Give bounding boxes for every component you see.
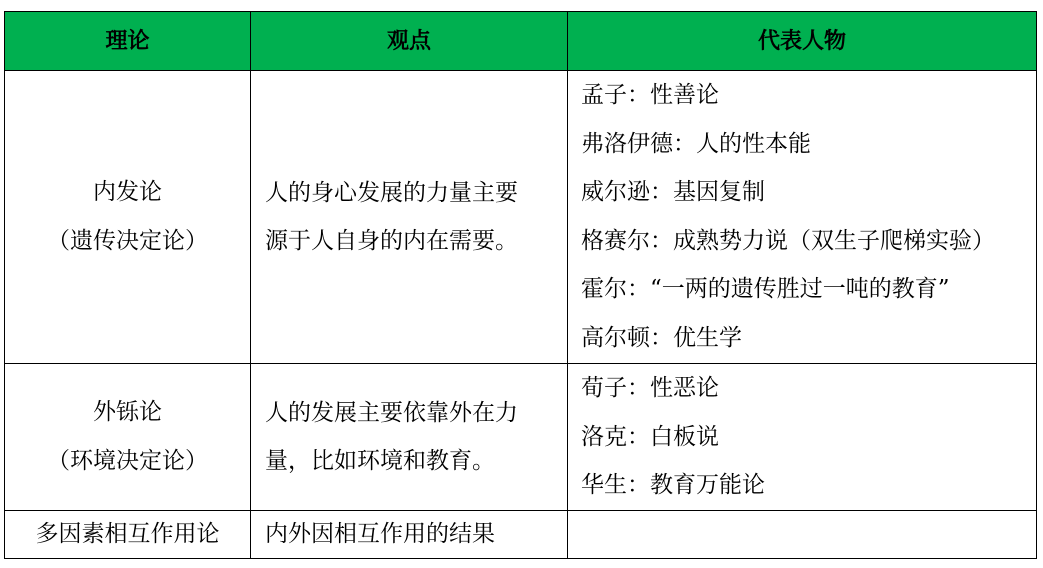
theory-cell: 多因素相互作用论 — [5, 511, 251, 559]
view-cell: 内外因相互作用的结果 — [251, 511, 568, 559]
theory-name: 内发论 — [93, 179, 162, 205]
person-entry: 格赛尔：成熟势力说（双生子爬梯实验） — [581, 227, 995, 254]
person-entry: 弗洛伊德：人的性本能 — [581, 130, 811, 157]
person-entry: 孟子：性善论 — [581, 82, 719, 108]
view-line: 源于人自身的内在需要。 — [265, 228, 518, 254]
person-entry: 洛克：白板说 — [581, 423, 719, 450]
table-row — [5, 511, 1037, 559]
theory-table — [4, 11, 1037, 559]
theory-alias: （遗传决定论） — [47, 228, 208, 254]
view-cell — [251, 71, 568, 364]
theory-cell — [5, 71, 251, 364]
view-line: 人的发展主要依靠外在力 — [265, 400, 518, 426]
header-people: 代表人物 — [568, 12, 1037, 71]
table-row — [5, 364, 1037, 511]
theory-alias: （环境决定论） — [47, 448, 208, 474]
view-cell — [251, 364, 568, 511]
person-entry: 荀子：性恶论 — [581, 375, 719, 401]
table-header-row — [5, 12, 1037, 71]
person-entry: 霍尔：“一两的遗传胜过一吨的教育” — [581, 276, 950, 303]
people-cell-empty — [568, 511, 1037, 559]
header-view: 观点 — [251, 12, 568, 71]
table-row — [5, 71, 1037, 364]
people-cell — [568, 71, 1037, 364]
person-entry: 高尔顿：优生学 — [581, 324, 742, 351]
header-theory: 理论 — [5, 12, 251, 71]
view-line: 量，比如环境和教育。 — [265, 448, 495, 474]
view-line: 人的身心发展的力量主要 — [265, 180, 518, 206]
person-entry: 华生：教育万能论 — [581, 472, 765, 499]
theory-name: 外铄论 — [93, 399, 162, 425]
person-entry: 威尔逊：基因复制 — [581, 179, 765, 206]
people-cell — [568, 364, 1037, 511]
theory-cell — [5, 364, 251, 511]
